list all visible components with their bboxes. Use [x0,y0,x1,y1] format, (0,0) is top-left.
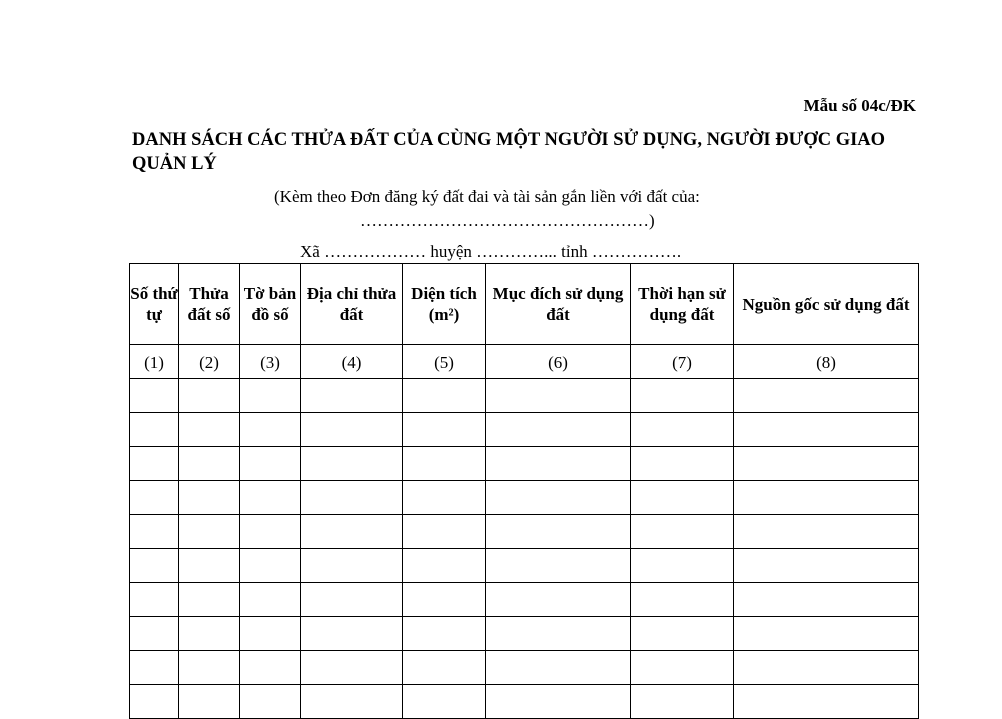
table-row [130,447,919,481]
table-cell [631,515,734,549]
table-cell [179,583,240,617]
table-cell [486,549,631,583]
table-cell [403,447,486,481]
header-cell-map-sheet: Tờ bản đồ số [240,264,301,345]
table-cell [403,549,486,583]
table-row [130,481,919,515]
table-cell [179,685,240,719]
table-cell [734,413,919,447]
column-number: (7) [631,345,734,379]
table-cell [130,583,179,617]
table-cell [301,651,403,685]
table-cell [130,379,179,413]
table-cell [403,515,486,549]
table-cell [179,379,240,413]
table-cell [240,617,301,651]
table-cell [301,447,403,481]
table-cell [179,617,240,651]
table-header-row [130,264,919,345]
table-cell [486,379,631,413]
table-cell [403,379,486,413]
table-cell [631,651,734,685]
table-cell [631,413,734,447]
table-cell [486,685,631,719]
table-cell [734,481,919,515]
table-cell [486,651,631,685]
table-cell [486,515,631,549]
table-cell [179,481,240,515]
table-cell [734,617,919,651]
table-cell [179,447,240,481]
table-cell [179,651,240,685]
table-row [130,651,919,685]
table-cell [240,549,301,583]
table-cell [486,447,631,481]
subtitle-line-2: ……………………………………………) [360,211,655,230]
table-row [130,379,919,413]
document-title: DANH SÁCH CÁC THỬA ĐẤT CỦA CÙNG MỘT NGƯỜI SỬ DỤNG, NGƯỜI ĐƯỢC GIAO QUẢN LÝ [132,130,886,174]
table-cell [240,515,301,549]
table-cell [240,685,301,719]
table-cell [130,651,179,685]
table-cell [130,549,179,583]
table-cell [486,617,631,651]
subtitle-line-1: (Kèm theo Đơn đăng ký đất đai và tài sản gắn liền với đất của: [274,187,700,206]
table-row [130,685,919,719]
table-cell [130,515,179,549]
table-cell [631,583,734,617]
table-cell [734,583,919,617]
table-cell [179,413,240,447]
table-cell [301,549,403,583]
location-line: Xã ……………… huyện …………... tỉnh ……………. [300,242,682,261]
header-cell-area: Diện tích (m²) [403,264,486,345]
table-row [130,583,919,617]
header-cell-duration: Thời hạn sử dụng đất [631,264,734,345]
table-cell [240,447,301,481]
column-number: (5) [403,345,486,379]
table-cell [486,583,631,617]
table-cell [631,685,734,719]
table-cell [179,515,240,549]
header-cell-origin: Nguồn gốc sử dụng đất [734,264,919,345]
table-cell [631,549,734,583]
table-cell [240,651,301,685]
document-subtitle [274,185,794,233]
table-cell [734,515,919,549]
table-cell [301,515,403,549]
table-cell [301,583,403,617]
table-row [130,515,919,549]
table-cell [403,685,486,719]
table-cell [631,481,734,515]
header-cell-purpose: Mục đích sử dụng đất [486,264,631,345]
table-cell [301,617,403,651]
table-cell [240,413,301,447]
table-cell [301,685,403,719]
table-cell [240,379,301,413]
header-cell-parcel-no: Thửa đất số [179,264,240,345]
column-number-row [130,345,919,379]
table-row [130,617,919,651]
column-number: (8) [734,345,919,379]
column-number: (4) [301,345,403,379]
table-cell [130,413,179,447]
table-cell [403,651,486,685]
table-row [130,413,919,447]
table-cell [734,447,919,481]
table-cell [403,583,486,617]
table-cell [486,413,631,447]
table-cell [301,379,403,413]
table-cell [130,617,179,651]
table-cell [403,481,486,515]
table-cell [130,685,179,719]
parcel-table [129,263,919,719]
column-number: (2) [179,345,240,379]
table-cell [734,549,919,583]
table-cell [130,481,179,515]
header-cell-stt: Số thứ tự [130,264,179,345]
table-cell [734,685,919,719]
table-cell [403,617,486,651]
table-cell [734,379,919,413]
table-cell [631,447,734,481]
table-cell [130,447,179,481]
table-row [130,549,919,583]
table-cell [240,481,301,515]
table-cell [631,617,734,651]
table-cell [486,481,631,515]
table-cell [301,481,403,515]
table-cell [240,583,301,617]
form-code: Mẫu số 04c/ĐK [803,96,916,115]
table-cell [734,651,919,685]
column-number: (1) [130,345,179,379]
table-cell [301,413,403,447]
table-cell [631,379,734,413]
table-cell [403,413,486,447]
column-number: (3) [240,345,301,379]
table-cell [179,549,240,583]
column-number: (6) [486,345,631,379]
header-cell-address: Địa chỉ thửa đất [301,264,403,345]
